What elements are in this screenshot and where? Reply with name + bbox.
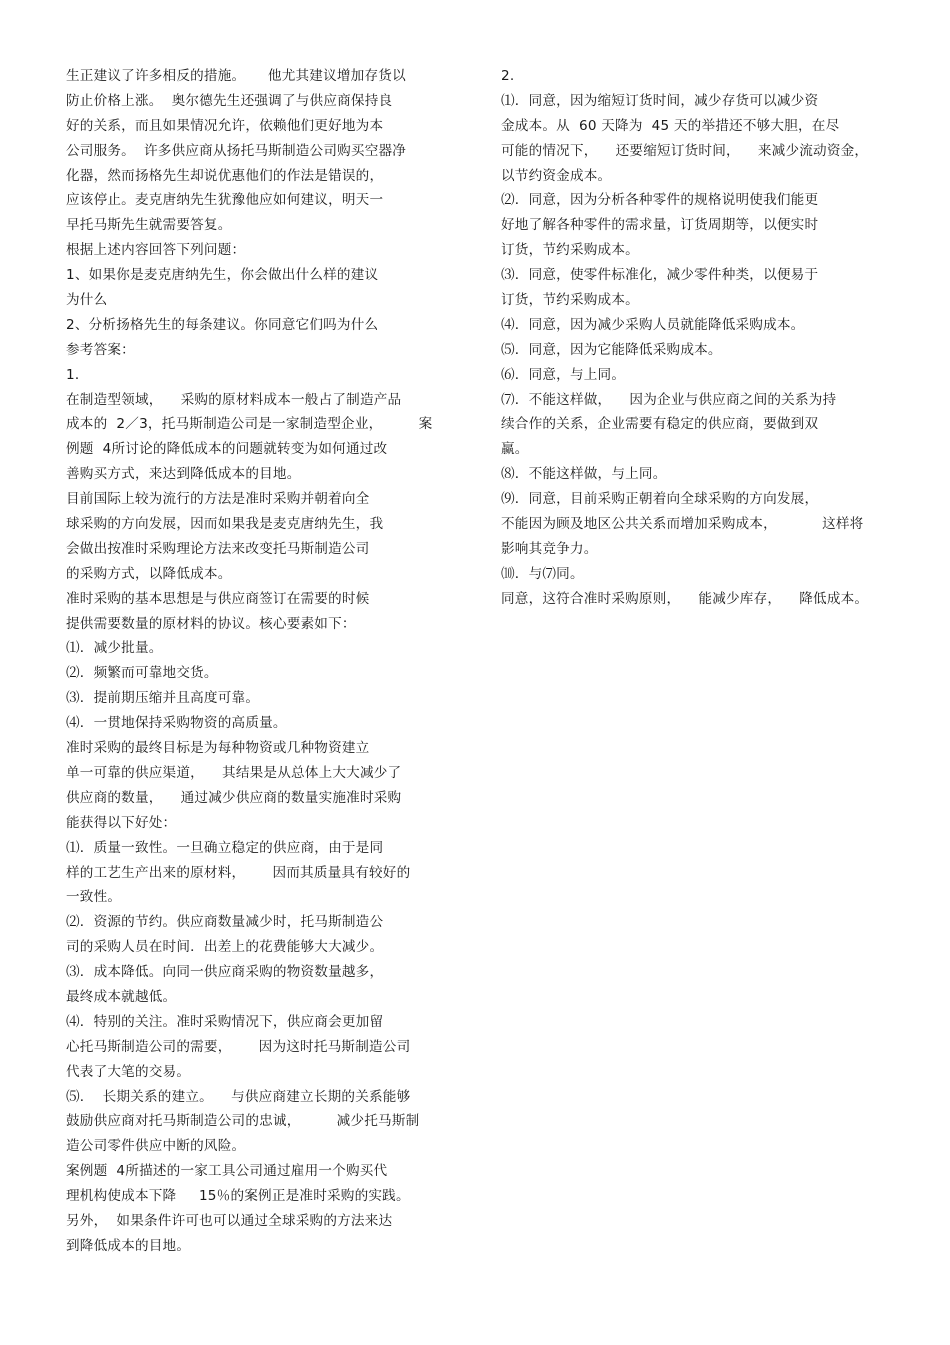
- right-column-text-line: ⑵．同意，因为分析各种零件的规格说明使我们能更: [501, 192, 819, 209]
- right-column-text-line: 以节约资金成本。: [501, 167, 612, 184]
- left-column-text-line: 供应商的数量， 通过减少供应商的数量实施准时采购: [66, 789, 402, 806]
- right-column-text-line: ⑸．同意，因为它能降低采购成本。: [501, 341, 722, 358]
- left-column-text-line: 司的采购人员在时间．出差上的花费能够大大减少。: [66, 939, 384, 956]
- right-column-text-line: 影响其竞争力。: [501, 540, 598, 557]
- left-column-text-line: 根据上述内容回答下列问题：: [66, 242, 246, 259]
- left-column-text-line: 公司服务。 许多供应商从扬托马斯制造公司购买空器净: [66, 142, 407, 159]
- left-column-text-line: 目前国际上较为流行的方法是准时采购并朝着向全: [66, 491, 370, 508]
- left-column-text-line: ⑶．提前期压缩并且高度可靠。: [66, 690, 260, 707]
- right-column-text-line: ⑶．同意，使零件标准化，减少零件种类，以便易于: [501, 267, 819, 284]
- left-column-text-line: 样的工艺生产出来的原材料， 因而其质量具有较好的: [66, 864, 411, 881]
- left-column-text-line: 造公司零件供应中断的风险。: [66, 1138, 246, 1155]
- left-column: [66, 64, 466, 1259]
- left-column-text-line: 成本的 2／3，托马斯制造公司是一家制造型企业， 案: [66, 416, 433, 433]
- right-column-text-line: 2.: [501, 68, 515, 84]
- left-column-text-line: 鼓励供应商对托马斯制造公司的忠诚， 减少托马斯制: [66, 1113, 420, 1130]
- right-column-text-line: 赢。: [501, 441, 529, 458]
- right-column-text-line: ⑷．同意，因为减少采购人员就能降低采购成本。: [501, 316, 805, 333]
- left-column-text-line: 善购买方式，来达到降低成本的目地。: [66, 466, 301, 483]
- left-column-text-line: 代表了大笔的交易。: [66, 1063, 191, 1080]
- left-column-text-line: ⑷．一贯地保持采购物资的高质量。: [66, 715, 287, 732]
- right-column-text-line: 订货，节约采购成本。: [501, 292, 639, 309]
- left-column-text-line: 球采购的方向发展，因而如果我是麦克唐纳先生，我: [66, 516, 384, 533]
- left-column-text-line: ⑶．成本降低。向同一供应商采购的物资数量越多，: [66, 964, 384, 981]
- left-column-text-line: 参考答案：: [66, 341, 135, 358]
- left-column-text-line: 准时采购的基本思想是与供应商签订在需要的时候: [66, 590, 370, 607]
- left-column-text-line: ⑵．资源的节约。供应商数量减少时，托马斯制造公: [66, 914, 384, 931]
- right-column-text-line: 续合作的关系，企业需要有稳定的供应商，要做到双: [501, 416, 819, 433]
- left-column-text-line: ⑸． 长期关系的建立。 与供应商建立长期的关系能够: [66, 1088, 411, 1105]
- left-column-text-line: ⑷．特别的关注。准时采购情况下，供应商会更加留: [66, 1013, 384, 1030]
- left-column-text-line: 2、分析扬格先生的每条建议。你同意它们吗为什么: [66, 316, 379, 333]
- left-column-text-line: 准时采购的最终目标是为每种物资或几种物资建立: [66, 740, 370, 757]
- left-column-text-line: ⑴．质量一致性。一旦确立稳定的供应商，由于是同: [66, 839, 384, 856]
- left-column-text-line: 1．: [66, 366, 89, 383]
- left-column-text-line: 应该停止。麦克唐纳先生犹豫他应如何建议，明天一: [66, 192, 384, 209]
- right-column-text-line: ⑻．不能这样做，与上同。: [501, 466, 667, 483]
- left-column-text-line: 最终成本就越低。: [66, 988, 177, 1005]
- left-column-text-line: 理机构使成本下降 15％的案例正是准时采购的实践。: [66, 1188, 410, 1205]
- left-column-text-line: ⑴．减少批量。: [66, 640, 163, 657]
- left-column-text-line: 在制造型领域， 采购的原材料成本一般占了制造产品: [66, 391, 402, 408]
- right-column-text-line: 可能的情况下， 还要缩短订货时间， 来减少流动资金，: [501, 142, 869, 159]
- left-column-text-line: 提供需要数量的原材料的协议。核心要素如下：: [66, 615, 356, 632]
- left-column-text-line: 的采购方式，以降低成本。: [66, 565, 232, 582]
- left-column-text-line: 心托马斯制造公司的需要， 因为这时托马斯制造公司: [66, 1038, 411, 1055]
- left-column-text-line: 为什么: [66, 292, 108, 309]
- left-column-text-line: 生正建议了许多相反的措施。 他尤其建议增加存货以: [66, 68, 406, 84]
- right-column-text-line: 不能因为顾及地区公共关系而增加采购成本， 这样将: [501, 516, 864, 533]
- left-column-text-line: 防止价格上涨。 奥尔德先生还强调了与供应商保持良: [66, 92, 393, 109]
- right-column-text-line: ⑺．不能这样做， 因为企业与供应商之间的关系为持: [501, 391, 837, 408]
- right-column-text-line: ⑹．同意，与上同。: [501, 366, 626, 383]
- left-column-text-line: 1、如果你是麦克唐纳先生，你会做出什么样的建议: [66, 267, 379, 284]
- left-column-text-line: 化器，然而扬格先生却说优惠他们的作法是错误的，: [66, 167, 384, 184]
- right-column-text-line: ⑼．同意，目前采购正朝着向全球采购的方向发展，: [501, 491, 819, 508]
- left-column-text-line: 一致性。: [66, 889, 122, 906]
- right-column-text-line: ⑽．与⑺同。: [501, 565, 584, 582]
- left-column-text-line: 单一可靠的供应渠道， 其结果是从总体上大大减少了: [66, 764, 402, 781]
- right-column: [501, 64, 921, 612]
- left-column-text-line: 好的关系，而且如果情况允许，依赖他们更好地为本: [66, 117, 384, 134]
- right-column-text-line: 好地了解各种零件的需求量，订货周期等，以便实时: [501, 217, 819, 234]
- left-column-text-line: 另外， 如果条件许可也可以通过全球采购的方法来达: [66, 1212, 393, 1229]
- right-column-text-line: ⑴．同意，因为缩短订货时间，减少存货可以减少资: [501, 92, 819, 109]
- right-column-text-line: 同意，这符合准时采购原则， 能减少库存， 降低成本。: [501, 590, 869, 607]
- left-column-text-line: 案例题 4所描述的一家工具公司通过雇用一个购买代: [66, 1163, 388, 1180]
- right-column-text-line: 金成本。从 60 天降为 45 天的举措还不够大胆，在尽: [501, 117, 840, 134]
- left-column-text-line: 能获得以下好处：: [66, 814, 177, 831]
- left-column-text-line: 早托马斯先生就需要答复。: [66, 217, 232, 234]
- left-column-text-line: 例题 4所讨论的降低成本的问题就转变为如何通过改: [66, 441, 388, 458]
- right-column-text-line: 订货，节约采购成本。: [501, 242, 639, 259]
- left-column-text-line: ⑵．频繁而可靠地交货。: [66, 665, 218, 682]
- left-column-text-line: 会做出按准时采购理论方法来改变托马斯制造公司: [66, 540, 370, 557]
- left-column-text-line: 到降低成本的目地。: [66, 1237, 191, 1254]
